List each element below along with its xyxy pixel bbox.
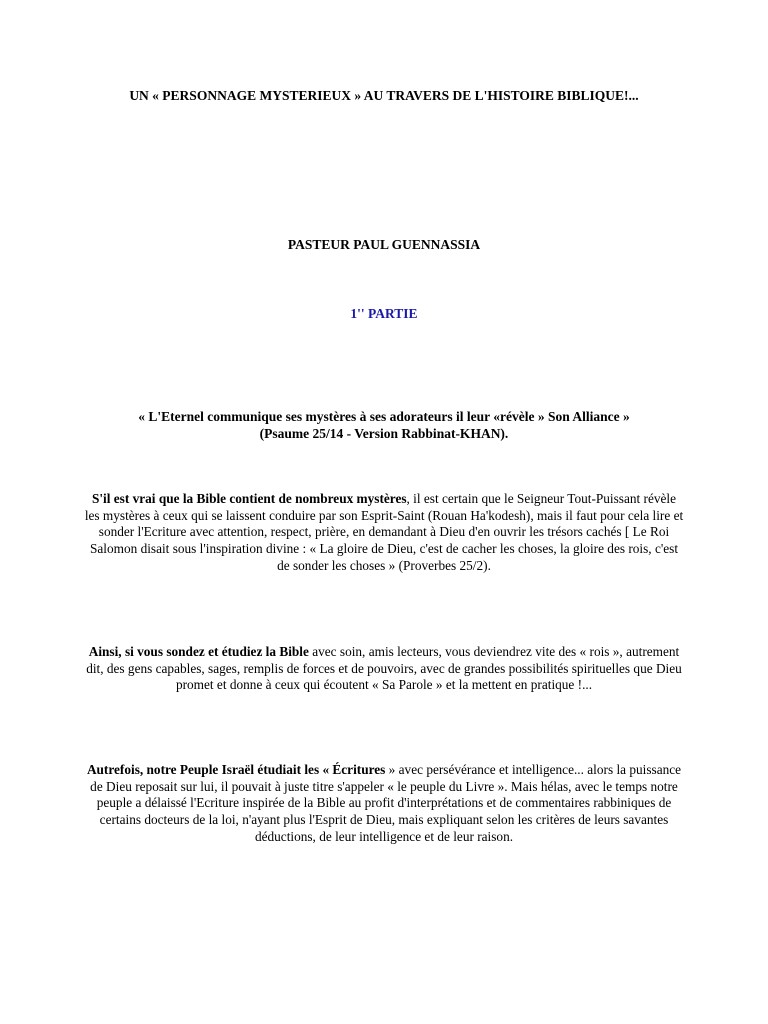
author-name: PASTEUR PAUL GUENNASSIA bbox=[287, 237, 481, 252]
paragraph-text: avec soin, amis lecteurs, vous deviendrez vite des « rois », autrement dit, des gens capables, sages, remplis de forces et de pouvoirs, avec de grandes possibilités spirituelles que Dieu promet et donne à ceux qui écoutent « Sa Parole » et la mettent en pratique !... bbox=[86, 644, 682, 693]
paragraph-lead: S'il est vrai que la Bible contient de nombreux mystères bbox=[91, 491, 407, 506]
epigraph-text: « L'Eternel communique ses mystères à ses adorateurs il leur «révèle » Son Alliance » bbox=[138, 409, 630, 424]
paragraph bbox=[84, 491, 684, 575]
epigraph-reference: (Psaume 25/14 - Version Rabbinat-KHAN). bbox=[259, 426, 509, 441]
document-title: UN « PERSONNAGE MYSTERIEUX » AU TRAVERS DE L'HISTOIRE BIBLIQUE!... bbox=[129, 88, 639, 103]
paragraph bbox=[84, 644, 684, 694]
paragraph bbox=[84, 762, 684, 846]
paragraph-lead: Autrefois, notre Peuple Israël étudiait les « Écritures bbox=[86, 762, 386, 777]
paragraph-text: , il est certain que le Seigneur Tout-Puissant révèle les mystères à ceux qui se laissent conduire par son Esprit-Saint (Rouan Ha'kodesh), mais il faut pour cela lire et sonder l'Ecriture avec attention, respect, prière, en demandant à Dieu d'en ouvrir les trésors cachés [ Le Roi Salomon disait sous l'inspiration divine : « La gloire de Dieu, c'est de cacher les choses, la gloire des rois, c'est de sonder les choses » (Proverbes 25/2). bbox=[84, 491, 684, 573]
epigraph bbox=[84, 408, 684, 442]
part-heading: 1'' PARTIE bbox=[350, 306, 418, 321]
paragraph-text: » avec persévérance et intelligence... alors la puissance de Dieu reposait sur lui, il pouvait à juste titre s'appeler « le peuple du Livre ». Mais hélas, avec le temps notre peuple a délaissé l'Ecriture inspirée de la Bible au profit d'interprétations et de commentaires rabbiniques de certains docteurs de la loi, n'ayant plus l'Esprit de Dieu, mais expliquant selon les critères de leurs savantes déductions, de leur intelligence et de leur raison. bbox=[90, 762, 682, 844]
paragraph-lead: Ainsi, si vous sondez et étudiez la Bible bbox=[88, 644, 309, 659]
